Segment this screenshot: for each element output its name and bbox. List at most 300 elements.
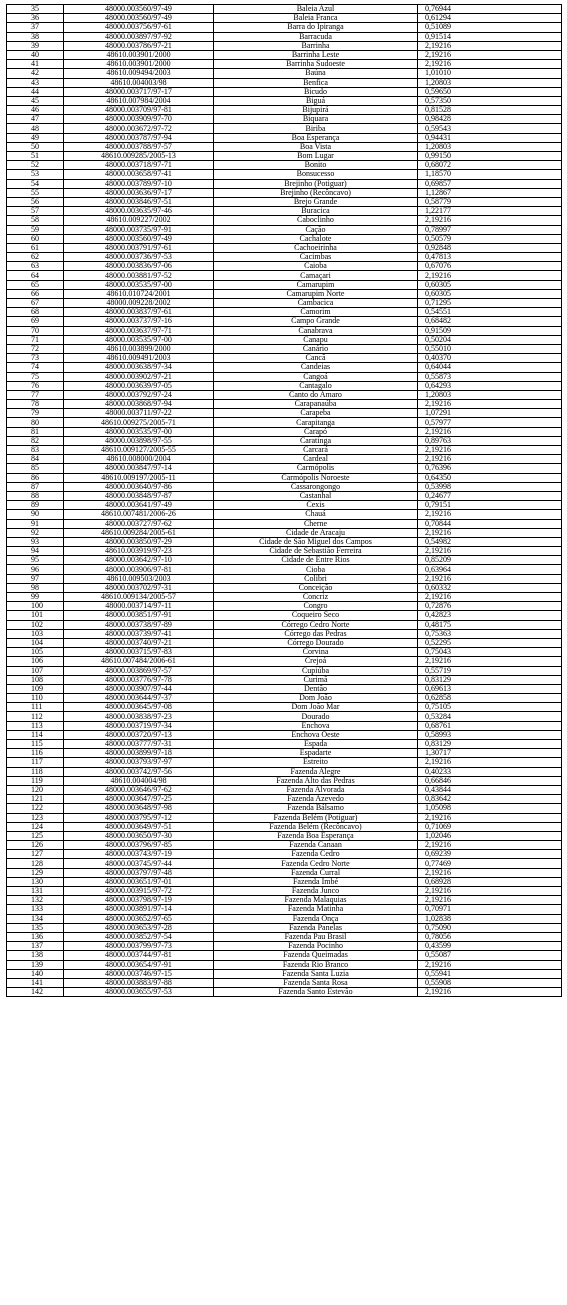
process-number: 48000.003743/97-19 (64, 850, 214, 859)
process-number: 48000.003745/97-44 (64, 859, 214, 868)
factor-value: 0,64350 (418, 473, 562, 482)
process-number: 48000.003709/97-81 (64, 106, 214, 115)
field-name: Baleia Azul (214, 5, 418, 14)
row-number: 51 (7, 152, 64, 161)
process-number: 48000.003719/97-34 (64, 721, 214, 730)
row-number: 95 (7, 556, 64, 565)
row-number: 56 (7, 197, 64, 206)
factor-value: 0,24677 (418, 491, 562, 500)
table-row (7, 969, 562, 978)
factor-value: 2,19216 (418, 547, 562, 556)
factor-value: 0,61294 (418, 14, 562, 23)
table-row (7, 868, 562, 877)
row-number: 68 (7, 308, 64, 317)
factor-value: 0,47813 (418, 253, 562, 262)
row-number: 132 (7, 896, 64, 905)
process-number: 48000.003898/97-55 (64, 436, 214, 445)
process-number: 48000.003897/97-92 (64, 32, 214, 41)
field-name: Córrego Dourado (214, 638, 418, 647)
row-number: 126 (7, 841, 64, 850)
process-number: 48000.003646/97-62 (64, 785, 214, 794)
table-row (7, 887, 562, 896)
factor-value: 2,19216 (418, 813, 562, 822)
row-number: 54 (7, 179, 64, 188)
field-name: Cardeal (214, 455, 418, 464)
row-number: 142 (7, 988, 64, 997)
field-name: Benfica (214, 78, 418, 87)
row-number: 111 (7, 703, 64, 712)
row-number: 90 (7, 510, 64, 519)
factor-value: 2,19216 (418, 60, 562, 69)
factor-value: 0,63964 (418, 565, 562, 574)
field-name: Carapó (214, 427, 418, 436)
factor-value: 2,19216 (418, 528, 562, 537)
field-name: Bonito (214, 161, 418, 170)
process-number: 48000.003655/97-53 (64, 988, 214, 997)
field-name: Fazenda Queimadas (214, 951, 418, 960)
factor-value: 0,54982 (418, 537, 562, 546)
row-number: 116 (7, 749, 64, 758)
table-row (7, 804, 562, 813)
process-number: 48610.009503/2003 (64, 574, 214, 583)
row-number: 138 (7, 951, 64, 960)
field-name: Fazenda Panelas (214, 923, 418, 932)
table-row (7, 41, 562, 50)
factor-value: 0,60305 (418, 289, 562, 298)
row-number: 84 (7, 455, 64, 464)
row-number: 64 (7, 271, 64, 280)
factor-value: 0,55908 (418, 978, 562, 987)
factor-value: 2,19216 (418, 216, 562, 225)
table-row (7, 951, 562, 960)
table-row (7, 464, 562, 473)
factor-value: 0,68928 (418, 877, 562, 886)
field-name: Cassarongongo (214, 482, 418, 491)
row-number: 136 (7, 932, 64, 941)
process-number: 48000.003672/97-72 (64, 124, 214, 133)
process-number: 48000.003727/97-62 (64, 519, 214, 528)
table-row (7, 905, 562, 914)
field-name: Cancã (214, 354, 418, 363)
process-number: 48000.003653/97-28 (64, 923, 214, 932)
field-name: Fazenda Boa Esperança (214, 831, 418, 840)
field-name: Fazenda Belém (Potiguar) (214, 813, 418, 822)
row-number: 65 (7, 280, 64, 289)
row-number: 35 (7, 5, 64, 14)
factor-value: 0,55010 (418, 344, 562, 353)
factor-value: 0,60332 (418, 583, 562, 592)
field-name: Enchova (214, 721, 418, 730)
table-row (7, 694, 562, 703)
process-number: 48610.009275/2005-71 (64, 418, 214, 427)
field-name: Congro (214, 602, 418, 611)
field-name: Barrinha (214, 41, 418, 50)
factor-value: 2,19216 (418, 455, 562, 464)
row-number: 137 (7, 942, 64, 951)
factor-value: 0,58779 (418, 197, 562, 206)
factor-value: 0,55719 (418, 666, 562, 675)
factor-value: 0,68072 (418, 161, 562, 170)
field-name: Cherne (214, 519, 418, 528)
process-number: 48000.003560/97-49 (64, 14, 214, 23)
field-name: Fazenda Matinha (214, 905, 418, 914)
factor-value: 0,69613 (418, 684, 562, 693)
factor-value: 2,19216 (418, 271, 562, 280)
field-name: Camorim (214, 308, 418, 317)
field-name: Curimã (214, 675, 418, 684)
table-row (7, 574, 562, 583)
process-number: 48000.003777/97-31 (64, 740, 214, 749)
factor-value: 0,55087 (418, 951, 562, 960)
field-name: Canto do Amaro (214, 390, 418, 399)
table-row (7, 822, 562, 831)
process-number: 48000.003714/97-11 (64, 602, 214, 611)
row-number: 121 (7, 795, 64, 804)
factor-value: 0,83642 (418, 795, 562, 804)
field-name: Fazenda Alvorada (214, 785, 418, 794)
table-row (7, 877, 562, 886)
row-number: 44 (7, 87, 64, 96)
process-number: 48610.003899/2000 (64, 344, 214, 353)
table-row (7, 271, 562, 280)
process-number: 48000.003799/97-73 (64, 942, 214, 951)
factor-value: 2,19216 (418, 887, 562, 896)
process-number: 48000.003797/97-48 (64, 868, 214, 877)
process-number: 48000.003737/97-16 (64, 317, 214, 326)
field-name: Cantagalo (214, 381, 418, 390)
table-row (7, 280, 562, 289)
field-name: Fazenda Alegre (214, 767, 418, 776)
process-number: 48000.003789/97-10 (64, 179, 214, 188)
table-row (7, 115, 562, 124)
row-number: 83 (7, 446, 64, 455)
field-name: Biriba (214, 124, 418, 133)
table-row (7, 179, 562, 188)
factor-value: 0,40370 (418, 354, 562, 363)
field-name: Barra do Ipiranga (214, 23, 418, 32)
process-number: 48000.003742/97-56 (64, 767, 214, 776)
table-row (7, 50, 562, 59)
field-name: Fazenda Santa Luzia (214, 969, 418, 978)
factor-value: 0,71295 (418, 299, 562, 308)
factor-value: 0,59650 (418, 87, 562, 96)
row-number: 100 (7, 602, 64, 611)
process-number: 48000.003560/97-49 (64, 5, 214, 14)
factor-value: 1,20803 (418, 142, 562, 151)
table-row (7, 207, 562, 216)
field-name: Fazenda Cedro (214, 850, 418, 859)
field-name: Bicudo (214, 87, 418, 96)
process-number: 48000.003644/97-37 (64, 694, 214, 703)
factor-value: 0,52295 (418, 638, 562, 647)
process-number: 48000.003837/97-61 (64, 308, 214, 317)
factor-value: 0,81528 (418, 106, 562, 115)
table-row (7, 344, 562, 353)
table-row (7, 519, 562, 528)
row-number: 67 (7, 299, 64, 308)
field-name: Carcará (214, 446, 418, 455)
process-number: 48000.003846/97-51 (64, 197, 214, 206)
field-name: Baúna (214, 69, 418, 78)
table-row (7, 666, 562, 675)
field-name: Brejinho (Potiguar) (214, 179, 418, 188)
field-name: Colibri (214, 574, 418, 583)
factor-value: 0,50579 (418, 234, 562, 243)
factor-value: 0,89763 (418, 436, 562, 445)
field-name: Carmópolis Noroeste (214, 473, 418, 482)
table-row (7, 932, 562, 941)
field-name: Candeias (214, 363, 418, 372)
factor-value: 0,51089 (418, 23, 562, 32)
field-name: Biquara (214, 115, 418, 124)
process-number: 48610.004004/98 (64, 776, 214, 785)
table-row (7, 354, 562, 363)
table-row (7, 721, 562, 730)
process-number: 48000.003735/97-91 (64, 225, 214, 234)
row-number: 85 (7, 464, 64, 473)
table-row (7, 675, 562, 684)
process-number: 48000.003891/97-14 (64, 905, 214, 914)
table-row (7, 317, 562, 326)
table-row (7, 795, 562, 804)
field-name: Barrinha Sudoeste (214, 60, 418, 69)
row-number: 107 (7, 666, 64, 675)
table-row (7, 703, 562, 712)
field-name: Fazenda Onça (214, 914, 418, 923)
row-number: 46 (7, 106, 64, 115)
field-name: Cacimbas (214, 253, 418, 262)
field-name: Córrego Cedro Norte (214, 620, 418, 629)
factor-value: 2,19216 (418, 50, 562, 59)
row-number: 62 (7, 253, 64, 262)
table-row (7, 988, 562, 997)
field-name: Córrego das Pedras (214, 629, 418, 638)
process-number: 48000.003738/97-89 (64, 620, 214, 629)
process-number: 48000.003560/97-49 (64, 234, 214, 243)
row-number: 114 (7, 730, 64, 739)
field-name: Cioba (214, 565, 418, 574)
field-name: Enchova Oeste (214, 730, 418, 739)
field-name: Fazenda Canaan (214, 841, 418, 850)
table-row (7, 556, 562, 565)
factor-value: 0,70971 (418, 905, 562, 914)
field-name: Canapu (214, 335, 418, 344)
field-name: Conceição (214, 583, 418, 592)
factor-value: 0,53284 (418, 712, 562, 721)
row-number: 71 (7, 335, 64, 344)
row-number: 123 (7, 813, 64, 822)
process-number: 48000.003836/97-06 (64, 262, 214, 271)
table-row (7, 418, 562, 427)
row-number: 140 (7, 969, 64, 978)
factor-value: 0,64044 (418, 363, 562, 372)
process-number: 48000.003638/97-34 (64, 363, 214, 372)
row-number: 78 (7, 400, 64, 409)
process-number: 48610.009227/2002 (64, 216, 214, 225)
factor-value: 0,55873 (418, 372, 562, 381)
row-number: 49 (7, 133, 64, 142)
process-number: 48000.003902/97-21 (64, 372, 214, 381)
field-name: Cachoeirinha (214, 243, 418, 252)
process-number: 48610.010724/2001 (64, 289, 214, 298)
field-name: Fazenda Pau Brasil (214, 932, 418, 941)
row-number: 82 (7, 436, 64, 445)
process-number: 48610.009284/2005-61 (64, 528, 214, 537)
table-row (7, 188, 562, 197)
process-number: 48000.003717/97-17 (64, 87, 214, 96)
table-row (7, 5, 562, 14)
row-number: 48 (7, 124, 64, 133)
row-number: 122 (7, 804, 64, 813)
field-name: Barracuda (214, 32, 418, 41)
table-row (7, 491, 562, 500)
table-row (7, 657, 562, 666)
factor-value: 0,43844 (418, 785, 562, 794)
table-row (7, 197, 562, 206)
factor-value: 1,02838 (418, 914, 562, 923)
field-name: Canário (214, 344, 418, 353)
table-row (7, 537, 562, 546)
process-number: 48000.003909/97-70 (64, 115, 214, 124)
row-number: 36 (7, 14, 64, 23)
field-name: Corvina (214, 648, 418, 657)
row-number: 63 (7, 262, 64, 271)
process-number: 48000.003640/97-86 (64, 482, 214, 491)
factor-value: 1,12867 (418, 188, 562, 197)
row-number: 37 (7, 23, 64, 32)
factor-value: 0,69857 (418, 179, 562, 188)
field-name: Cação (214, 225, 418, 234)
process-number: 48000.003647/97-25 (64, 795, 214, 804)
factor-value: 1,18570 (418, 170, 562, 179)
table-row (7, 161, 562, 170)
factor-value: 2,19216 (418, 446, 562, 455)
factor-value: 1,20803 (418, 390, 562, 399)
process-number: 48610.007484/2006-61 (64, 657, 214, 666)
factor-value: 0,55941 (418, 969, 562, 978)
field-name: Dentão (214, 684, 418, 693)
factor-value: 0,92848 (418, 243, 562, 252)
process-number: 48000.003883/97-88 (64, 978, 214, 987)
table-row (7, 960, 562, 969)
factor-value: 1,30717 (418, 749, 562, 758)
row-number: 134 (7, 914, 64, 923)
row-number: 118 (7, 767, 64, 776)
process-number: 48610.009494/2003 (64, 69, 214, 78)
field-name: Camarupim Norte (214, 289, 418, 298)
field-name: Dom João Mar (214, 703, 418, 712)
factor-value: 0,99150 (418, 152, 562, 161)
factor-value: 1,02046 (418, 831, 562, 840)
process-number: 48000.003796/97-85 (64, 841, 214, 850)
factor-value: 2,19216 (418, 400, 562, 409)
row-number: 119 (7, 776, 64, 785)
table-row (7, 152, 562, 161)
table-row (7, 96, 562, 105)
table-row (7, 32, 562, 41)
process-number: 48000.003847/97-14 (64, 464, 214, 473)
factor-value: 0,98428 (418, 115, 562, 124)
row-number: 80 (7, 418, 64, 427)
field-name: Carapitanga (214, 418, 418, 427)
table-row (7, 78, 562, 87)
table-row (7, 859, 562, 868)
table-row (7, 482, 562, 491)
row-number: 125 (7, 831, 64, 840)
row-number: 81 (7, 427, 64, 436)
row-number: 86 (7, 473, 64, 482)
process-number: 48000.003906/97-81 (64, 565, 214, 574)
table-row (7, 501, 562, 510)
row-number: 105 (7, 648, 64, 657)
factor-value: 1,07291 (418, 409, 562, 418)
field-name: Caratinga (214, 436, 418, 445)
field-name: Chauá (214, 510, 418, 519)
table-row (7, 60, 562, 69)
table-row (7, 565, 562, 574)
table-row (7, 446, 562, 455)
row-number: 57 (7, 207, 64, 216)
factor-value: 0,69239 (418, 850, 562, 859)
row-number: 133 (7, 905, 64, 914)
row-number: 113 (7, 721, 64, 730)
row-number: 141 (7, 978, 64, 987)
factor-value: 0,78056 (418, 932, 562, 941)
table-row (7, 785, 562, 794)
field-name: Fazenda Curral (214, 868, 418, 877)
table-row (7, 831, 562, 840)
process-number: 48000.003652/97-65 (64, 914, 214, 923)
field-name: Cangoá (214, 372, 418, 381)
process-number: 48000.003651/97-01 (64, 877, 214, 886)
table-row (7, 593, 562, 602)
field-name: Fazenda Santa Rosa (214, 978, 418, 987)
row-number: 115 (7, 740, 64, 749)
row-number: 93 (7, 537, 64, 546)
process-number: 48000.003746/97-15 (64, 969, 214, 978)
factor-value: 0,67076 (418, 262, 562, 271)
field-name: Coqueiro Seco (214, 611, 418, 620)
factor-value: 0,68482 (418, 317, 562, 326)
factor-value: 0,53998 (418, 482, 562, 491)
process-number: 48000.003850/97-29 (64, 537, 214, 546)
process-number: 48000.003635/97-46 (64, 207, 214, 216)
row-number: 52 (7, 161, 64, 170)
field-name: Brejo Grande (214, 197, 418, 206)
process-number: 48000.003718/97-71 (64, 161, 214, 170)
table-row (7, 409, 562, 418)
table-row (7, 23, 562, 32)
field-name: Cidade de Entre Rios (214, 556, 418, 565)
process-number: 48610.009134/2005-57 (64, 593, 214, 602)
row-number: 41 (7, 60, 64, 69)
field-name: Caboclinho (214, 216, 418, 225)
factor-value: 0,70844 (418, 519, 562, 528)
row-number: 94 (7, 547, 64, 556)
row-number: 73 (7, 354, 64, 363)
factor-value: 0,72876 (418, 602, 562, 611)
row-number: 39 (7, 41, 64, 50)
table-row (7, 473, 562, 482)
process-number: 48000.003786/97-21 (64, 41, 214, 50)
factor-value: 0,60305 (418, 280, 562, 289)
table-row (7, 170, 562, 179)
process-number: 48000.003899/97-18 (64, 749, 214, 758)
factor-value: 2,19216 (418, 868, 562, 877)
row-number: 60 (7, 234, 64, 243)
field-name: Carapanaúba (214, 400, 418, 409)
row-number: 61 (7, 243, 64, 252)
